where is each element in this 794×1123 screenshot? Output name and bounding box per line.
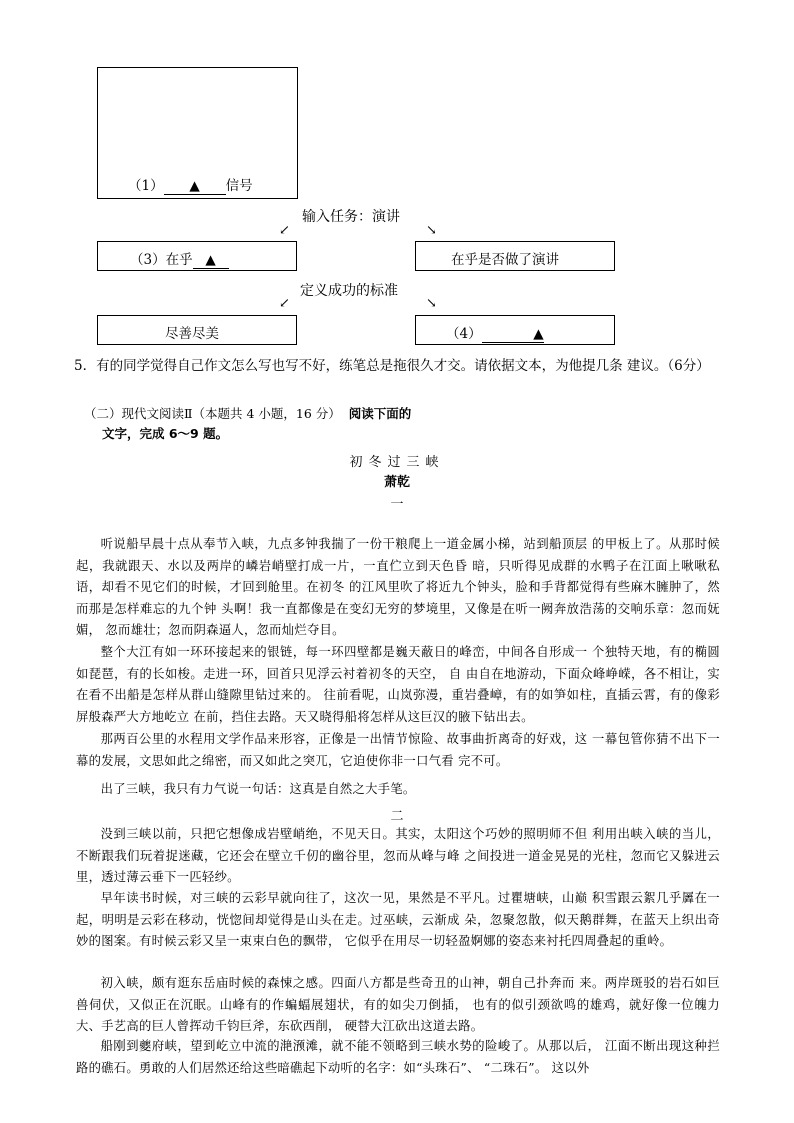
diagram-box-right-1 [415,241,615,271]
diagram-box-3 [97,241,297,271]
article-paragraph: 没到三峡以前，只把它想像成岩壁峭绝，不见天日。其实，太阳这个巧妙的照明师不但 利用出峡入峡的当儿，不断跟我们玩着捉迷藏，它还会在壁立千仞的幽谷里，忽而从峰与峰 之间投进一道金晃晃的光柱，忽而它又躲进云里，透过薄云垂下一匹轻纱。 [76,827,720,884]
define-standard-label: 定义成功的标准 [300,283,398,299]
article-title: 初冬过三峡 [349,455,445,470]
article-paragraph: 初入峡，颇有逛东岳庙时候的森悚之感。四面八方都是些奇丑的山神，朝自己扑奔而 来。两岸斑驳的岩石如巨兽伺伏，又似正在沉眠。山峰有的作蝙蝠展翅状，有的如尖刀倒插， 也有的似引颈欲鸣的雄鸡，就好像一位魄力大、手艺高的巨人曾挥动千钧巨斧，东砍西削， 硬替大江砍出这道去路。 [76,976,720,1033]
arrow-down-right-icon: ↘ [426,223,437,238]
article-paragraph: 听说船早晨十点从奉节入峡，九点多钟我揣了一份干粮爬上一道金属小梯，站到船顶层 的甲板上了。从那时候起，我就跟天、水以及两岸的嶙岩峭壁打成一片，一直伫立到天色昏 暗，只听得见成群的水鸭子在江面上啾啾私语，却看不见它们的时候，才回到舱里。在初冬 的江风里吹了将近九个钟头，脸和手背都觉得有些麻木臃肿了，然而那是怎样难忘的九个钟 头啊！我一直都像是在变幻无穷的梦境里，又像是在听一阙奔放浩荡的交响乐章：忽而妩媚， 忽而雄壮；忽而阴森逼人，忽而灿烂夺目。 [76,537,720,637]
article-paragraph: 整个大江有如一环环接起来的银链，每一环四壁都是巍天蔽日的峰峦，中间各自形成一 个独特天地，有的椭圆如琵琶，有的长如梭。走进一环，回首只见浮云衬着初冬的天空， 自 由自在地游动，下面众峰峥嵘，各不相让，实在看不出船是怎样从群山缝隙里钻过来的。 往前看呢，山岚弥漫，重岩叠嶂，有的如笋如柱，直插云霄，有的像彩屏般森严大方地屹立 在前，挡住去路。天又晓得船将怎样从这巨汉的腋下钻出去。 [76,645,720,724]
triangle-marker-icon: ▲ [189,178,200,194]
box3-text: （3）在乎 ▲ [130,248,229,269]
box1-text: （1） ▲ 信号 [128,178,253,194]
part-number-1: 一 [390,497,404,512]
answer-blank-3 [193,252,229,269]
section-2-heading: （二）现代文阅读Ⅱ（本题共 4 小题，16 分） 阅读下面的 文字，完成 6～9 题。 [84,406,412,441]
arrow-down-left-icon: ↙ [279,223,290,238]
box-left2-text: 尽善尽美 [165,326,219,342]
question-5: 5．有的同学觉得自己作文怎么写也写不好，练笔总是拖很久才交。请依据文本，为他提几条 建议。（6分） [74,358,710,374]
diagram-box-4 [415,315,615,345]
triangle-marker-icon: ▲ [533,326,544,342]
box4-text: （4） ▲ [446,326,544,342]
article-paragraph: 早年读书时候，对三峡的云彩早就向往了，这次一见，果然是不平凡。过瞿塘峡，山巅 积雪跟云絮几乎羼在一起，明明是云彩在移动，恍惚间却觉得是山头在走。过巫峡，云渐成 朵，忽聚忽散，似天鹅群舞，在蓝天上织出奇妙的图案。有时候云彩又呈一束束白色的飘带， 它似乎在用尽一切轻盈婀娜的姿态来衬托四周叠起的重岭。 [76,891,720,948]
article-paragraph: 那两百公里的水程用文学作品来形容，正像是一出情节惊险、故事曲折离奇的好戏，这 一幕包管你猜不出下一幕的发展，文思如此之绵密，而又如此之突兀，它迫使你非一口气看 完不可。 [76,732,720,768]
article-paragraph: 船刚到夔府峡，望到屹立中流的滟滪滩，就不能不领略到三峡水势的险峻了。从那以后， 江面不断出现这种拦路的礁石。勇敢的人们居然还给这些暗礁起下动听的名字：如“头珠石”、 “二珠石”。 这以外 [76,1039,720,1075]
answer-blank-4 [482,326,544,343]
answer-blank-1 [164,178,226,195]
diagram-box-left-2 [97,315,297,345]
triangle-marker-icon: ▲ [205,252,216,268]
article-paragraph: 出了三峡，我只有力气说一句话：这真是自然之大手笔。 [100,782,416,796]
arrow-down-right-icon: ↘ [426,296,437,311]
diagram-box-1 [97,67,298,199]
article-author: 萧乾 [383,475,410,490]
box-right1-text: 在乎是否做了演讲 [451,252,559,268]
input-task-label: 输入任务：演讲 [302,209,400,225]
part-number-2: 二 [390,809,404,824]
arrow-down-left-icon: ↙ [279,296,290,311]
